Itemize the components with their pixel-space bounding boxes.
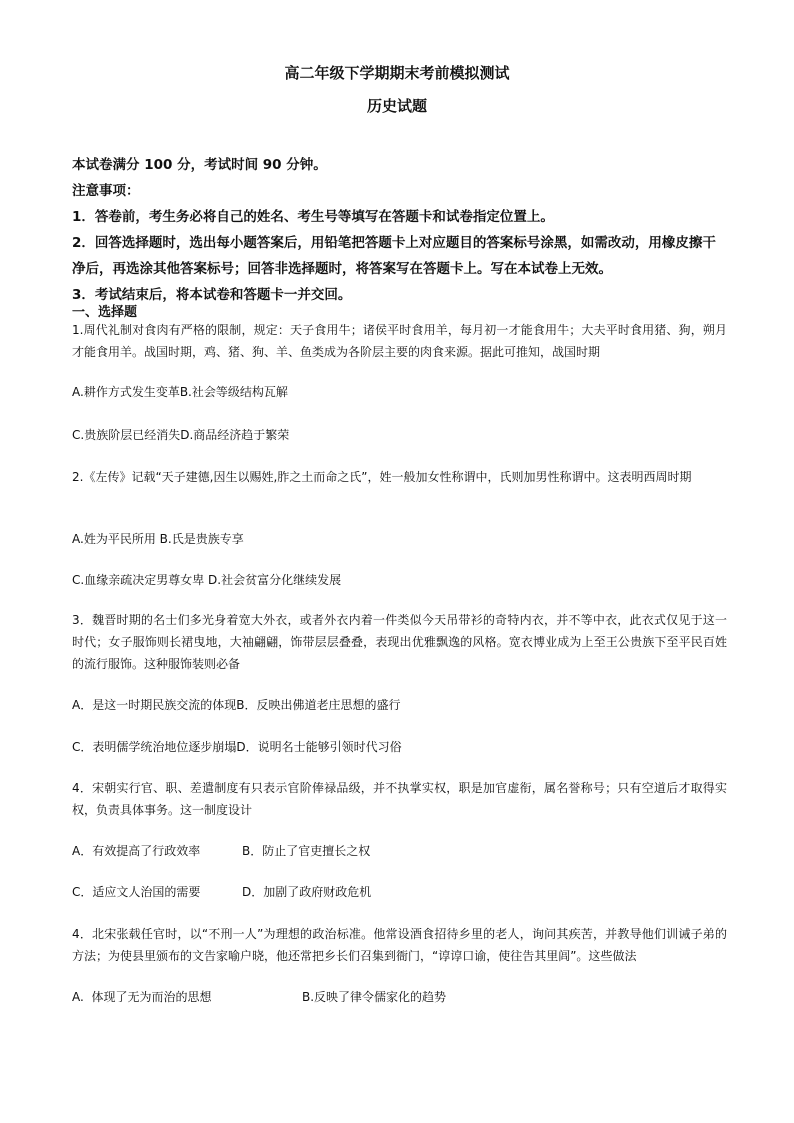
exam-subtitle: 历史试题 bbox=[366, 97, 427, 115]
option-3c: C．表明儒学统治地位逐步崩塌 bbox=[72, 740, 237, 754]
question-options-2-row2 bbox=[72, 569, 727, 591]
option-1c: C.贵族阶层已经消失 bbox=[72, 428, 181, 442]
option-1d: D.商品经济趋于繁荣 bbox=[180, 428, 290, 442]
question-options-5-row1 bbox=[72, 986, 727, 1008]
option-2d: D.社会贫富分化继续发展 bbox=[208, 573, 342, 587]
option-5a: A. 体现了无为而治的思想 bbox=[72, 990, 212, 1004]
question-stem-3: 3．魏晋时期的名士们多光身着宽大外衣，或者外衣内着一件类似今天吊带衫的奇特内衣，并不等中衣，此衣式仅见于这一时代；女子服饰则长裙曳地，大袖翩翩，饰带层层叠叠，表现出优雅飘逸的风格。宽衣博业成为上至王公贵族下至平民百姓的流行服饰。这种服饰装则必备 bbox=[72, 613, 727, 671]
option-5b: B.反映了律令儒家化的趋势 bbox=[302, 990, 447, 1004]
option-4d: D．加剧了政府财政危机 bbox=[242, 885, 372, 899]
question-options-3-row2 bbox=[72, 736, 727, 758]
question-options-1-row1 bbox=[72, 381, 727, 403]
option-3a: A．是这一时期民族交流的体现 bbox=[72, 698, 237, 712]
question-options-1-row2 bbox=[72, 424, 727, 446]
question-options-4-row1 bbox=[72, 840, 727, 862]
option-2a: A.姓为平民所用 bbox=[72, 532, 156, 546]
exam-title: 高二年级下学期期末考前模拟测试 bbox=[284, 64, 510, 82]
option-3d: D．说明名士能够引领时代习俗 bbox=[236, 740, 402, 754]
notice-item-3: 3．考试结束后，将本试卷和答题卡一并交回。 bbox=[72, 287, 352, 303]
notice-title: 注意事项： bbox=[72, 183, 140, 199]
option-3b: B．反映出佛道老庄思想的盛行 bbox=[236, 698, 401, 712]
question-stem-4: 4．宋朝实行官、职、差遣制度有只表示官阶俸禄品级，并不执掌实权，职是加官虚衔，属名誉称号；只有空道后才取得实权，负责具体事务。这一制度设计 bbox=[72, 781, 727, 817]
question-stem-5: 4．北宋张载任官时，以“不刑一人”为理想的政治标准。他常设酒食招待乡里的老人，询问其疾苦，并教导他们训诫子弟的方法；为使县里颁布的文告家喻户晓，他还常把乡长们召集到衙门，“谆谆口谕，使往告其里闾”。这些做法 bbox=[72, 927, 727, 963]
option-4b: B．防止了官吏擅长之权 bbox=[242, 844, 371, 858]
option-2b: B.氏是贵族专享 bbox=[159, 532, 244, 546]
option-2c: C.血缘亲疏决定男尊女卑 bbox=[72, 573, 205, 587]
option-1b: B.社会等级结构瓦解 bbox=[179, 385, 288, 399]
option-1a: A.耕作方式发生变革 bbox=[72, 385, 180, 399]
notice-item-1: 1．答卷前，考生务必将自己的姓名、考生号等填写在答题卡和试卷指定位置上。 bbox=[72, 209, 554, 225]
notice-item-2: 2．回答选择题时，选出每小题答案后，用铅笔把答题卡上对应题目的答案标号涂黑，如需改动，用橡皮擦干净后，再选涂其他答案标号；回答非选择题时，将答案写在答题卡上。写在本试卷上无效。 bbox=[72, 235, 716, 277]
question-options-3-row1 bbox=[72, 694, 727, 716]
score-time-line: 本试卷满分 100 分，考试时间 90 分钟。 bbox=[72, 157, 327, 173]
option-4a: A．有效提高了行政效率 bbox=[72, 844, 201, 858]
question-stem-2: 2.《左传》记载“天子建德,因生以赐姓,胙之土而命之氏”，姓一般加女性称谓中，氏则加男性称谓中。这表明西周时期 bbox=[72, 470, 692, 484]
question-stem-1: 1.周代礼制对食肉有严格的限制，规定：天子食用牛；诸侯平时食用羊，每月初一才能食用牛；大夫平时食用猪、狗，朔月才能食用羊。战国时期，鸡、猪、狗、羊、鱼类成为各阶层主要的肉食来源。据此可推知，战国时期 bbox=[72, 323, 727, 359]
question-options-4-row2 bbox=[72, 881, 727, 903]
exam-instructions bbox=[72, 152, 727, 308]
question-options-2-row1 bbox=[72, 528, 727, 550]
option-4c: C．适应文人治国的需要 bbox=[72, 885, 201, 899]
section-heading: 一、选择题 bbox=[72, 305, 138, 320]
